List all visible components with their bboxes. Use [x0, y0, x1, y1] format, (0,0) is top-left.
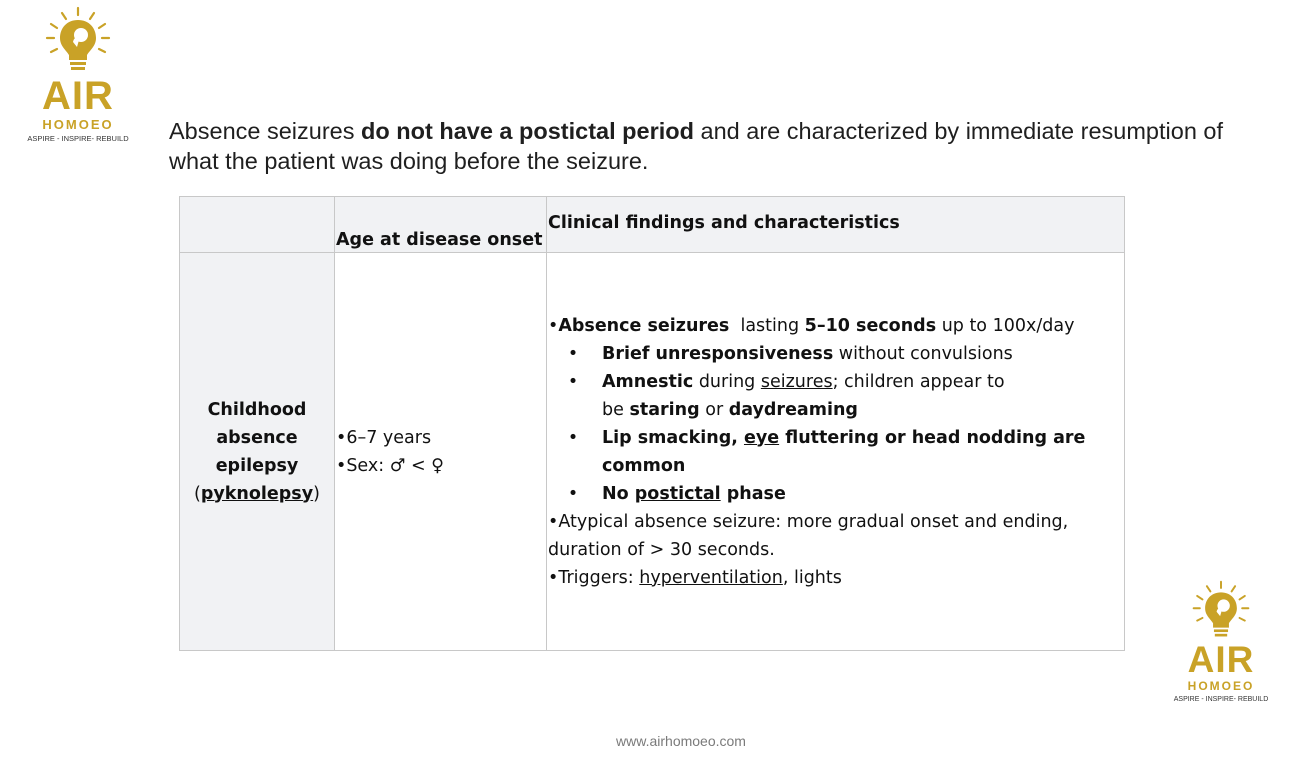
sex-value: •Sex: ♂ < ♀ [336, 455, 444, 476]
postictal-link[interactable]: postictal [634, 483, 721, 504]
brand-sub: HOMOEO [1187, 679, 1255, 693]
pyknolepsy-link[interactable]: pyknolepsy [200, 483, 314, 504]
intro-text [169, 116, 1229, 176]
header-age: Age at disease onset [335, 197, 547, 253]
condition-name: Childhood absence epilepsy (pyknolepsy) [180, 253, 335, 651]
hyperventilation-link[interactable]: hyperventilation [639, 567, 783, 588]
age-onset-cell [335, 253, 547, 651]
footer-url[interactable]: www.airhomoeo.com [616, 733, 746, 749]
bulb-icon [1190, 580, 1252, 640]
seizure-table [179, 196, 1125, 651]
sub-finding-postictal: • No postictal phase [567, 483, 786, 504]
header-empty [180, 197, 335, 253]
brand-name: AIR [42, 74, 114, 118]
intro-part2: and are characterized by immediate resumption of what the patient was doing before the seizure. [169, 118, 1224, 174]
finding-triggers: •Triggers: hyperventilation, lights [548, 567, 842, 588]
seizures-link[interactable]: seizures [760, 371, 833, 392]
brand-logo-bottom [1172, 580, 1270, 703]
eye-link[interactable]: eye [743, 427, 780, 448]
brand-sub: HOMOEO [42, 117, 114, 132]
bulb-icon [43, 6, 113, 74]
sub-finding-unresponsive: • Brief unresponsiveness without convulsions [567, 343, 1013, 364]
table-header-row [180, 197, 1125, 253]
intro-part1: Absence seizures [169, 118, 362, 144]
brand-logo [24, 6, 132, 143]
brand-tagline: ASPIRE - INSPIRE- REBUILD [1173, 696, 1269, 703]
sub-finding-amnestic: • Amnestic during seizures; children appear to be staring or daydreaming [567, 371, 1005, 420]
age-value: •6–7 years [336, 427, 432, 448]
brand-tagline: ASPIRE - INSPIRE- REBUILD [27, 134, 129, 143]
brand-name: AIR [1187, 639, 1255, 680]
sub-finding-lip-smacking: • Lip smacking, eye fluttering or head nodding are common [567, 427, 1086, 476]
header-findings: Clinical findings and characteristics [547, 197, 1125, 253]
finding-absence: •Absence seizures lasting 5–10 seconds up to 100x/day [548, 315, 1075, 336]
findings-cell [547, 253, 1125, 651]
table-row [180, 253, 1125, 651]
finding-atypical: •Atypical absence seizure: more gradual onset and ending, duration of > 30 seconds. [548, 511, 1069, 560]
intro-bold: do not have a postictal period [361, 118, 694, 144]
